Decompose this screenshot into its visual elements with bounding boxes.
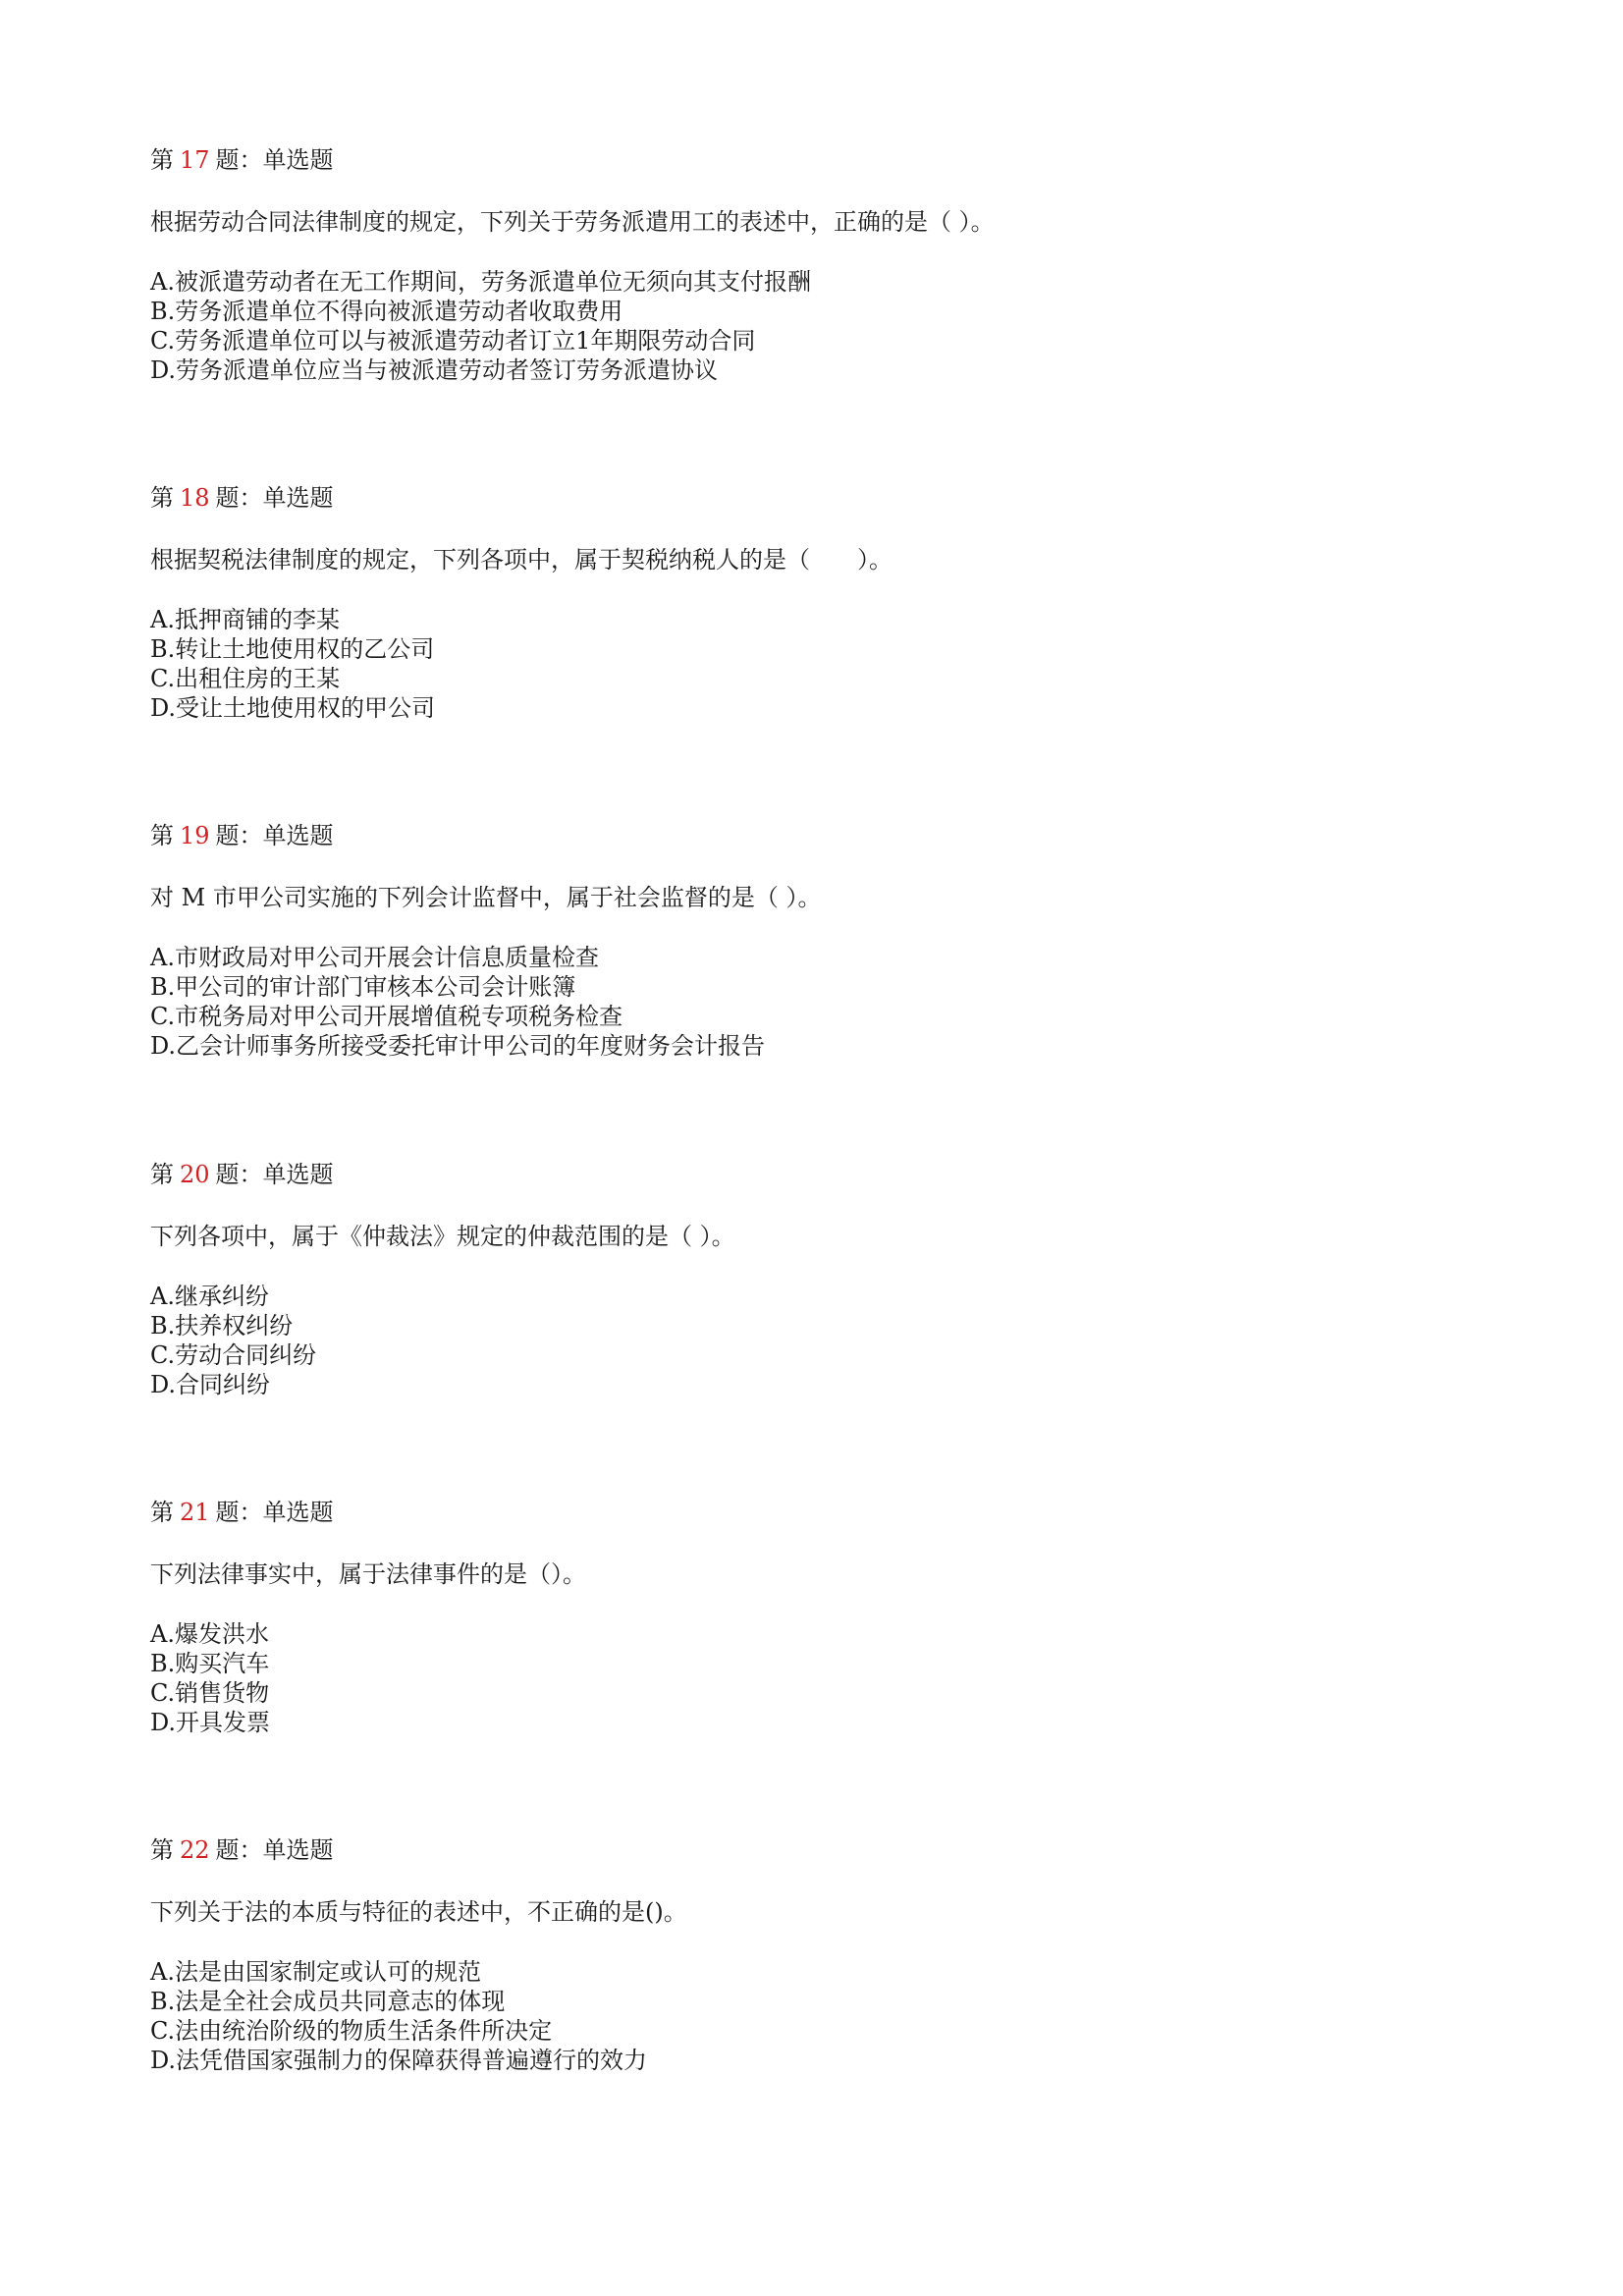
question-type: 题：单选题 <box>215 822 334 849</box>
option-a: A.继承纠纷 <box>150 1283 269 1310</box>
option-d: D.劳务派遣单位应当与被派遣劳动者签订劳务派遣协议 <box>150 356 719 384</box>
question-header <box>150 1160 1505 1189</box>
question-prefix: 第 <box>150 1499 174 1526</box>
question-header <box>150 1498 1505 1527</box>
option-list <box>150 1619 1505 1737</box>
option-b: B.甲公司的审计部门审核本公司会计账簿 <box>150 973 576 1001</box>
option-a: A.被派遣劳动者在无工作期间，劳务派遣单位无须向其支付报酬 <box>150 268 811 296</box>
question-type: 题：单选题 <box>215 484 334 512</box>
option-d: D.法凭借国家强制力的保障获得普遍遵行的效力 <box>150 2047 648 2074</box>
option-c: C.市税务局对甲公司开展增值税专项税务检查 <box>150 1003 623 1030</box>
question-stem: 对 M 市甲公司实施的下列会计监督中，属于社会监督的是（ ）。 <box>150 884 822 911</box>
option-list <box>150 943 1505 1061</box>
option-a: A.市财政局对甲公司开展会计信息质量检查 <box>150 944 599 971</box>
option-b: B.购买汽车 <box>150 1650 270 1677</box>
option-b: B.转让土地使用权的乙公司 <box>150 635 435 663</box>
question-type: 题：单选题 <box>215 1161 334 1188</box>
question-17 <box>150 145 1505 385</box>
question-type: 题：单选题 <box>215 146 334 174</box>
option-c: C.劳务派遣单位可以与被派遣劳动者订立1年期限劳动合同 <box>150 327 756 355</box>
question-prefix: 第 <box>150 1161 174 1188</box>
question-number: 18 <box>180 484 210 512</box>
option-d: D.合同纠纷 <box>150 1371 271 1398</box>
option-b: B.劳务派遣单位不得向被派遣劳动者收取费用 <box>150 298 623 325</box>
question-number: 20 <box>180 1161 210 1188</box>
option-d: D.开具发票 <box>150 1709 271 1736</box>
question-header <box>150 483 1505 513</box>
question-number: 22 <box>180 1836 210 1864</box>
option-a: A.法是由国家制定或认可的规范 <box>150 1958 481 1986</box>
question-stem: 根据契税法律制度的规定，下列各项中，属于契税纳税人的是（ ）。 <box>150 546 893 574</box>
option-a: A.爆发洪水 <box>150 1620 269 1648</box>
question-19 <box>150 821 1505 1061</box>
option-list <box>150 605 1505 723</box>
option-c: C.法由统治阶级的物质生活条件所决定 <box>150 2017 553 2045</box>
question-number: 19 <box>180 822 210 849</box>
question-20 <box>150 1160 1505 1399</box>
question-prefix: 第 <box>150 484 174 512</box>
option-d: D.受让土地使用权的甲公司 <box>150 694 436 722</box>
option-b: B.法是全社会成员共同意志的体现 <box>150 1988 506 2015</box>
question-21 <box>150 1498 1505 1737</box>
option-list <box>150 1282 1505 1399</box>
option-c: C.出租住房的王某 <box>150 665 341 692</box>
option-d: D.乙会计师事务所接受委托审计甲公司的年度财务会计报告 <box>150 1032 766 1060</box>
question-stem: 下列各项中，属于《仲裁法》规定的仲裁范围的是（ ）。 <box>150 1223 735 1250</box>
question-prefix: 第 <box>150 146 174 174</box>
question-18 <box>150 483 1505 723</box>
question-header <box>150 821 1505 850</box>
question-number: 21 <box>180 1499 210 1526</box>
question-type: 题：单选题 <box>215 1836 334 1864</box>
question-prefix: 第 <box>150 822 174 849</box>
question-stem: 下列法律事实中，属于法律事件的是（）。 <box>150 1560 586 1588</box>
question-header <box>150 1835 1505 1865</box>
option-list <box>150 267 1505 385</box>
question-header <box>150 145 1505 175</box>
question-number: 17 <box>180 146 210 174</box>
question-stem: 根据劳动合同法律制度的规定，下列关于劳务派遣用工的表述中，正确的是（ ）。 <box>150 208 995 236</box>
question-22 <box>150 1835 1505 2075</box>
option-b: B.扶养权纠纷 <box>150 1312 294 1339</box>
option-c: C.劳动合同纠纷 <box>150 1341 317 1369</box>
question-prefix: 第 <box>150 1836 174 1864</box>
question-stem: 下列关于法的本质与特征的表述中，不正确的是()。 <box>150 1898 687 1926</box>
option-a: A.抵押商铺的李某 <box>150 606 340 633</box>
option-list <box>150 1957 1505 2075</box>
option-c: C.销售货物 <box>150 1679 270 1707</box>
question-type: 题：单选题 <box>215 1499 334 1526</box>
